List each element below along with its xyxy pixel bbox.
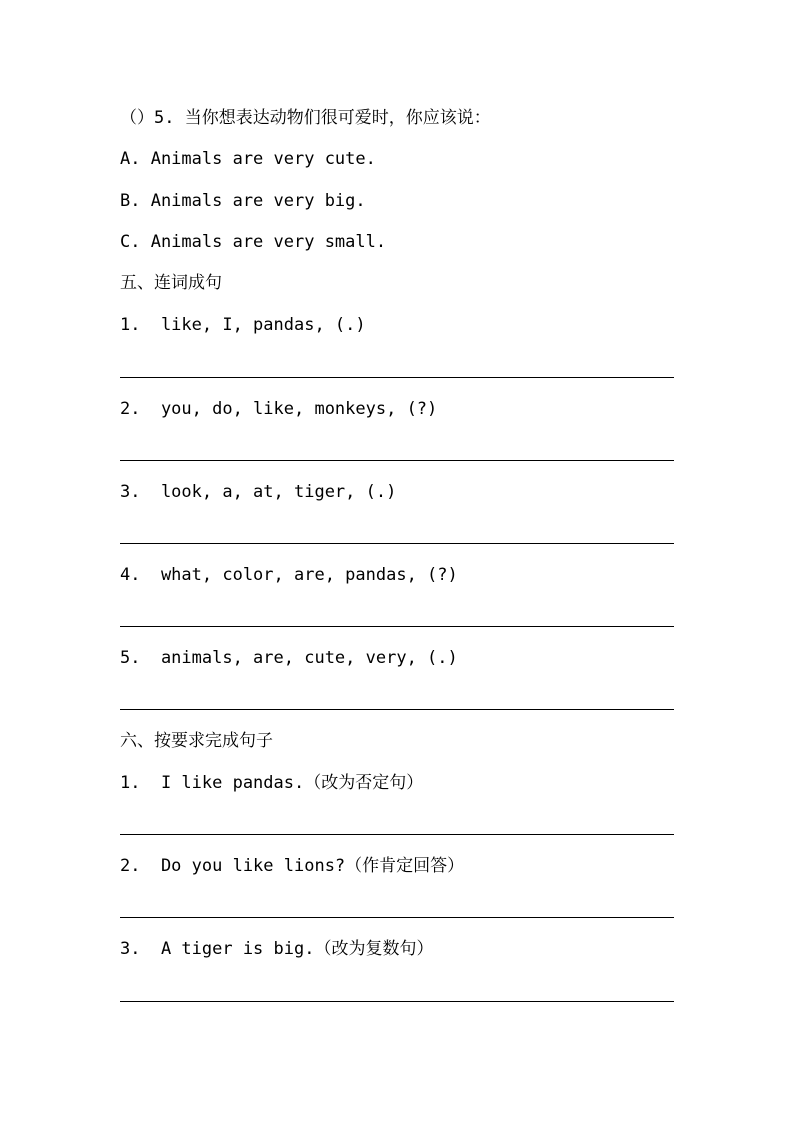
answer-line[interactable] bbox=[120, 709, 674, 710]
section-6-item-2: 2. Do you like lions?（作肯定回答） bbox=[120, 856, 465, 876]
answer-line[interactable] bbox=[120, 834, 674, 835]
option-c: C. Animals are very small. bbox=[120, 232, 387, 252]
answer-line[interactable] bbox=[120, 626, 674, 627]
section-5-item-4: 4. what, color, are, pandas, (?) bbox=[120, 565, 458, 585]
question-5-stem: （）5. 当你想表达动物们很可爱时，你应该说： bbox=[120, 108, 491, 128]
section-5-title: 五、连词成句 bbox=[120, 273, 222, 293]
section-6-item-3: 3. A tiger is big.（改为复数句） bbox=[120, 939, 434, 959]
answer-line[interactable] bbox=[120, 377, 674, 378]
answer-line[interactable] bbox=[120, 1001, 674, 1002]
section-6-title: 六、按要求完成句子 bbox=[120, 731, 273, 751]
option-a: A. Animals are very cute. bbox=[120, 149, 376, 169]
section-5-item-1: 1. like, I, pandas, (.) bbox=[120, 315, 366, 335]
answer-line[interactable] bbox=[120, 543, 674, 544]
answer-line[interactable] bbox=[120, 460, 674, 461]
option-b: B. Animals are very big. bbox=[120, 191, 366, 211]
answer-line[interactable] bbox=[120, 917, 674, 918]
section-5-item-5: 5. animals, are, cute, very, (.) bbox=[120, 648, 458, 668]
section-6-item-1: 1. I like pandas.（改为否定句） bbox=[120, 773, 424, 793]
section-5-item-2: 2. you, do, like, monkeys, (?) bbox=[120, 399, 438, 419]
section-5-item-3: 3. look, a, at, tiger, (.) bbox=[120, 482, 397, 502]
